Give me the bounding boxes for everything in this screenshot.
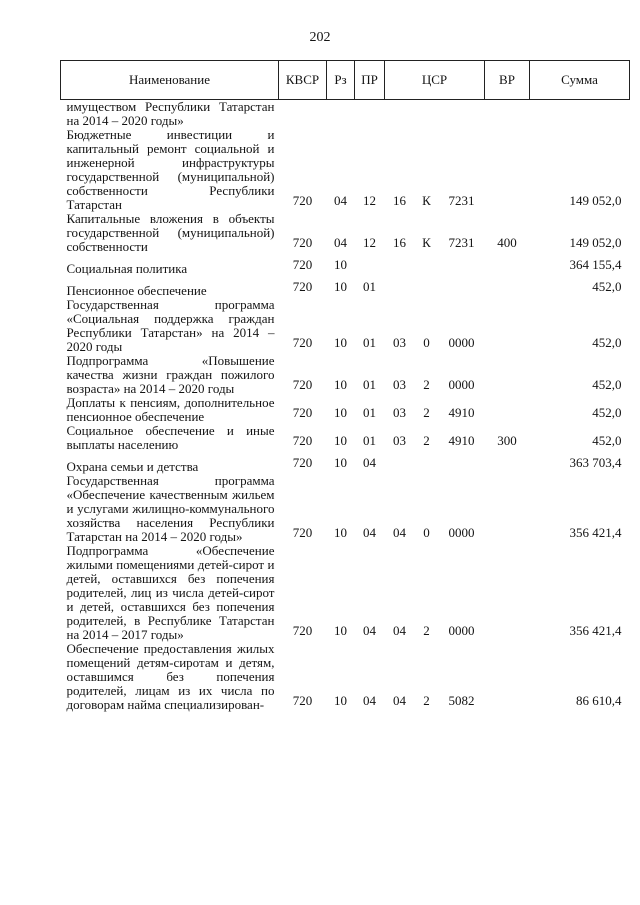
row-csr-subprogram (415, 276, 439, 298)
header-vr: ВР (485, 61, 530, 100)
row-csr-subprogram: 2 (423, 377, 430, 392)
row-rz: 04 (334, 235, 347, 250)
row-vr (485, 298, 530, 354)
row-rz: 10 (334, 377, 347, 392)
header-csr: ЦСР (385, 61, 485, 100)
row-name: Подпрограмма «Повышение качества жизни граждан пожилого возраста» на 2014 – 2020 годы (66, 353, 275, 396)
row-csr-direction (439, 276, 485, 298)
row-rz: 10 (334, 525, 347, 540)
row-kvsr: 720 (292, 335, 313, 350)
row-csr-program: 04 (393, 623, 406, 638)
row-csr-program: 03 (393, 405, 406, 420)
row-csr-direction (439, 452, 485, 474)
row-name: Бюджетные инвестиции и капитальный ремонт социальной и инженерной инфраструктуры государственной (муниципальной) собственности Республики Татарстан (66, 127, 275, 212)
row-vr (485, 100, 530, 129)
row-kvsr: 720 (292, 525, 313, 540)
row-csr-direction: 4910 (448, 405, 475, 420)
row-name: Социальная политика (66, 261, 188, 276)
row-vr: 400 (497, 235, 517, 250)
row-csr-subprogram: 2 (423, 623, 430, 638)
row-kvsr: 720 (292, 257, 313, 272)
row-sum: 452,0 (592, 279, 622, 294)
row-csr-subprogram: 0 (423, 335, 430, 350)
row-csr-direction: 0000 (448, 377, 475, 392)
row-sum: 149 052,0 (569, 193, 622, 208)
row-kvsr: 720 (292, 433, 313, 448)
row-csr-subprogram: 2 (423, 433, 430, 448)
row-pr: 12 (363, 193, 376, 208)
header-sum: Сумма (530, 61, 630, 100)
row-rz: 04 (334, 193, 347, 208)
row-csr-direction: 7231 (448, 193, 475, 208)
table-row (61, 276, 630, 298)
row-rz: 10 (334, 693, 347, 708)
row-sum: 364 155,4 (569, 257, 622, 272)
row-name: Государственная программа «Социальная поддержка граждан Республики Татарстан» на 2014 – 2020 годы (66, 297, 275, 354)
row-vr (485, 396, 530, 424)
row-csr-subprogram (415, 254, 439, 276)
header-pr: ПР (355, 61, 385, 100)
row-name: имуществом Республики Татарстан на 2014 – 2020 годы» (66, 99, 275, 128)
header-kvsr: КВСР (279, 61, 327, 100)
row-csr-program (385, 276, 415, 298)
row-csr-program: 04 (393, 693, 406, 708)
row-csr-subprogram: 2 (423, 405, 430, 420)
row-sum: 149 052,0 (569, 235, 622, 250)
row-pr: 01 (363, 335, 376, 350)
row-pr: 01 (363, 377, 376, 392)
table-row (61, 298, 630, 354)
row-csr-program: 16 (393, 235, 406, 250)
row-sum: 452,0 (592, 335, 622, 350)
row-vr (485, 544, 530, 642)
row-name: Доплаты к пенсиям, дополнительное пенсионное обеспечение (66, 395, 275, 424)
row-sum: 452,0 (592, 405, 622, 420)
row-pr (355, 254, 385, 276)
row-name: Пенсионное обеспечение (66, 283, 207, 298)
table-row (61, 544, 630, 642)
row-csr-direction: 0000 (448, 525, 475, 540)
table-row (61, 642, 630, 712)
table-row (61, 354, 630, 396)
row-rz: 10 (334, 257, 347, 272)
table-row (61, 100, 630, 129)
row-name: Социальное обеспечение и иные выплаты населению (66, 423, 275, 452)
row-pr: 04 (363, 525, 376, 540)
page-number: 202 (309, 30, 331, 45)
row-vr (485, 474, 530, 544)
row-pr: 04 (363, 455, 376, 470)
row-pr: 01 (363, 433, 376, 448)
row-kvsr: 720 (292, 279, 313, 294)
table-row (61, 474, 630, 544)
row-csr-direction: 0000 (448, 335, 475, 350)
row-csr-program: 03 (393, 433, 406, 448)
row-kvsr (279, 100, 327, 129)
row-vr (485, 642, 530, 712)
row-sum: 452,0 (592, 377, 622, 392)
row-csr-direction (439, 254, 485, 276)
row-rz (327, 100, 355, 129)
row-rz: 10 (334, 335, 347, 350)
row-rz: 10 (334, 279, 347, 294)
table-header-row (61, 61, 630, 100)
header-rz: Рз (327, 61, 355, 100)
table-row (61, 254, 630, 276)
row-sum (530, 100, 630, 129)
row-pr: 01 (363, 279, 376, 294)
row-csr-direction: 7231 (448, 235, 475, 250)
row-vr (485, 128, 530, 212)
table-row (61, 212, 630, 254)
row-csr-program (385, 452, 415, 474)
row-name: Подпрограмма «Обеспечение жилыми помещениями детей-сирот и детей, оставшихся без попечения родителей, лиц из числа детей-сирот и детей, оставшихся без попечения родителей, в Республике Татарстан на 2014 – 2017 годы» (66, 543, 275, 642)
row-rz: 10 (334, 433, 347, 448)
row-vr (485, 354, 530, 396)
row-csr-direction: 4910 (448, 433, 475, 448)
row-csr-program (385, 100, 415, 129)
row-kvsr: 720 (292, 377, 313, 392)
row-pr: 04 (363, 693, 376, 708)
row-csr-subprogram: 0 (423, 525, 430, 540)
row-csr-program (385, 254, 415, 276)
row-name: Охрана семьи и детства (66, 459, 199, 474)
row-csr-program: 16 (393, 193, 406, 208)
row-name: Обеспечение предоставления жилых помещений детям-сиротам и детям, оставшимся без попечения родителей, лицам из их числа по договорам найма специализирован- (66, 641, 275, 712)
row-kvsr: 720 (292, 455, 313, 470)
table-row (61, 128, 630, 212)
row-pr: 12 (363, 235, 376, 250)
row-csr-direction: 0000 (448, 623, 475, 638)
row-vr: 300 (497, 433, 517, 448)
row-kvsr: 720 (292, 623, 313, 638)
row-vr (485, 452, 530, 474)
row-csr-subprogram: 2 (423, 693, 430, 708)
row-csr-subprogram: К (422, 193, 431, 208)
row-vr (485, 276, 530, 298)
row-rz: 10 (334, 405, 347, 420)
row-sum: 356 421,4 (569, 525, 622, 540)
row-vr (485, 254, 530, 276)
row-csr-subprogram (415, 100, 439, 129)
row-sum: 86 610,4 (576, 693, 622, 708)
row-kvsr: 720 (292, 193, 313, 208)
row-csr-subprogram (415, 452, 439, 474)
row-sum: 363 703,4 (569, 455, 622, 470)
row-sum: 356 421,4 (569, 623, 622, 638)
row-csr-program: 03 (393, 377, 406, 392)
row-csr-subprogram: К (422, 235, 431, 250)
row-kvsr: 720 (292, 693, 313, 708)
header-name: Наименование (61, 61, 279, 100)
row-rz: 10 (334, 623, 347, 638)
row-pr (355, 100, 385, 129)
row-name: Государственная программа «Обеспечение качественным жильем и услугами жилищно-коммунального хозяйства населения Республики Татарстан на 2014 – 2020 годы» (66, 473, 275, 544)
budget-table (60, 60, 630, 712)
row-pr: 04 (363, 623, 376, 638)
table-row (61, 396, 630, 424)
row-csr-direction (439, 100, 485, 129)
row-csr-program: 04 (393, 525, 406, 540)
row-csr-direction: 5082 (448, 693, 475, 708)
row-sum: 452,0 (592, 433, 622, 448)
row-csr-program: 03 (393, 335, 406, 350)
row-rz: 10 (334, 455, 347, 470)
row-kvsr: 720 (292, 235, 313, 250)
row-name: Капитальные вложения в объекты государственной (муниципальной) собственности (66, 211, 275, 254)
table-row (61, 452, 630, 474)
row-pr: 01 (363, 405, 376, 420)
row-kvsr: 720 (292, 405, 313, 420)
table-row (61, 424, 630, 452)
